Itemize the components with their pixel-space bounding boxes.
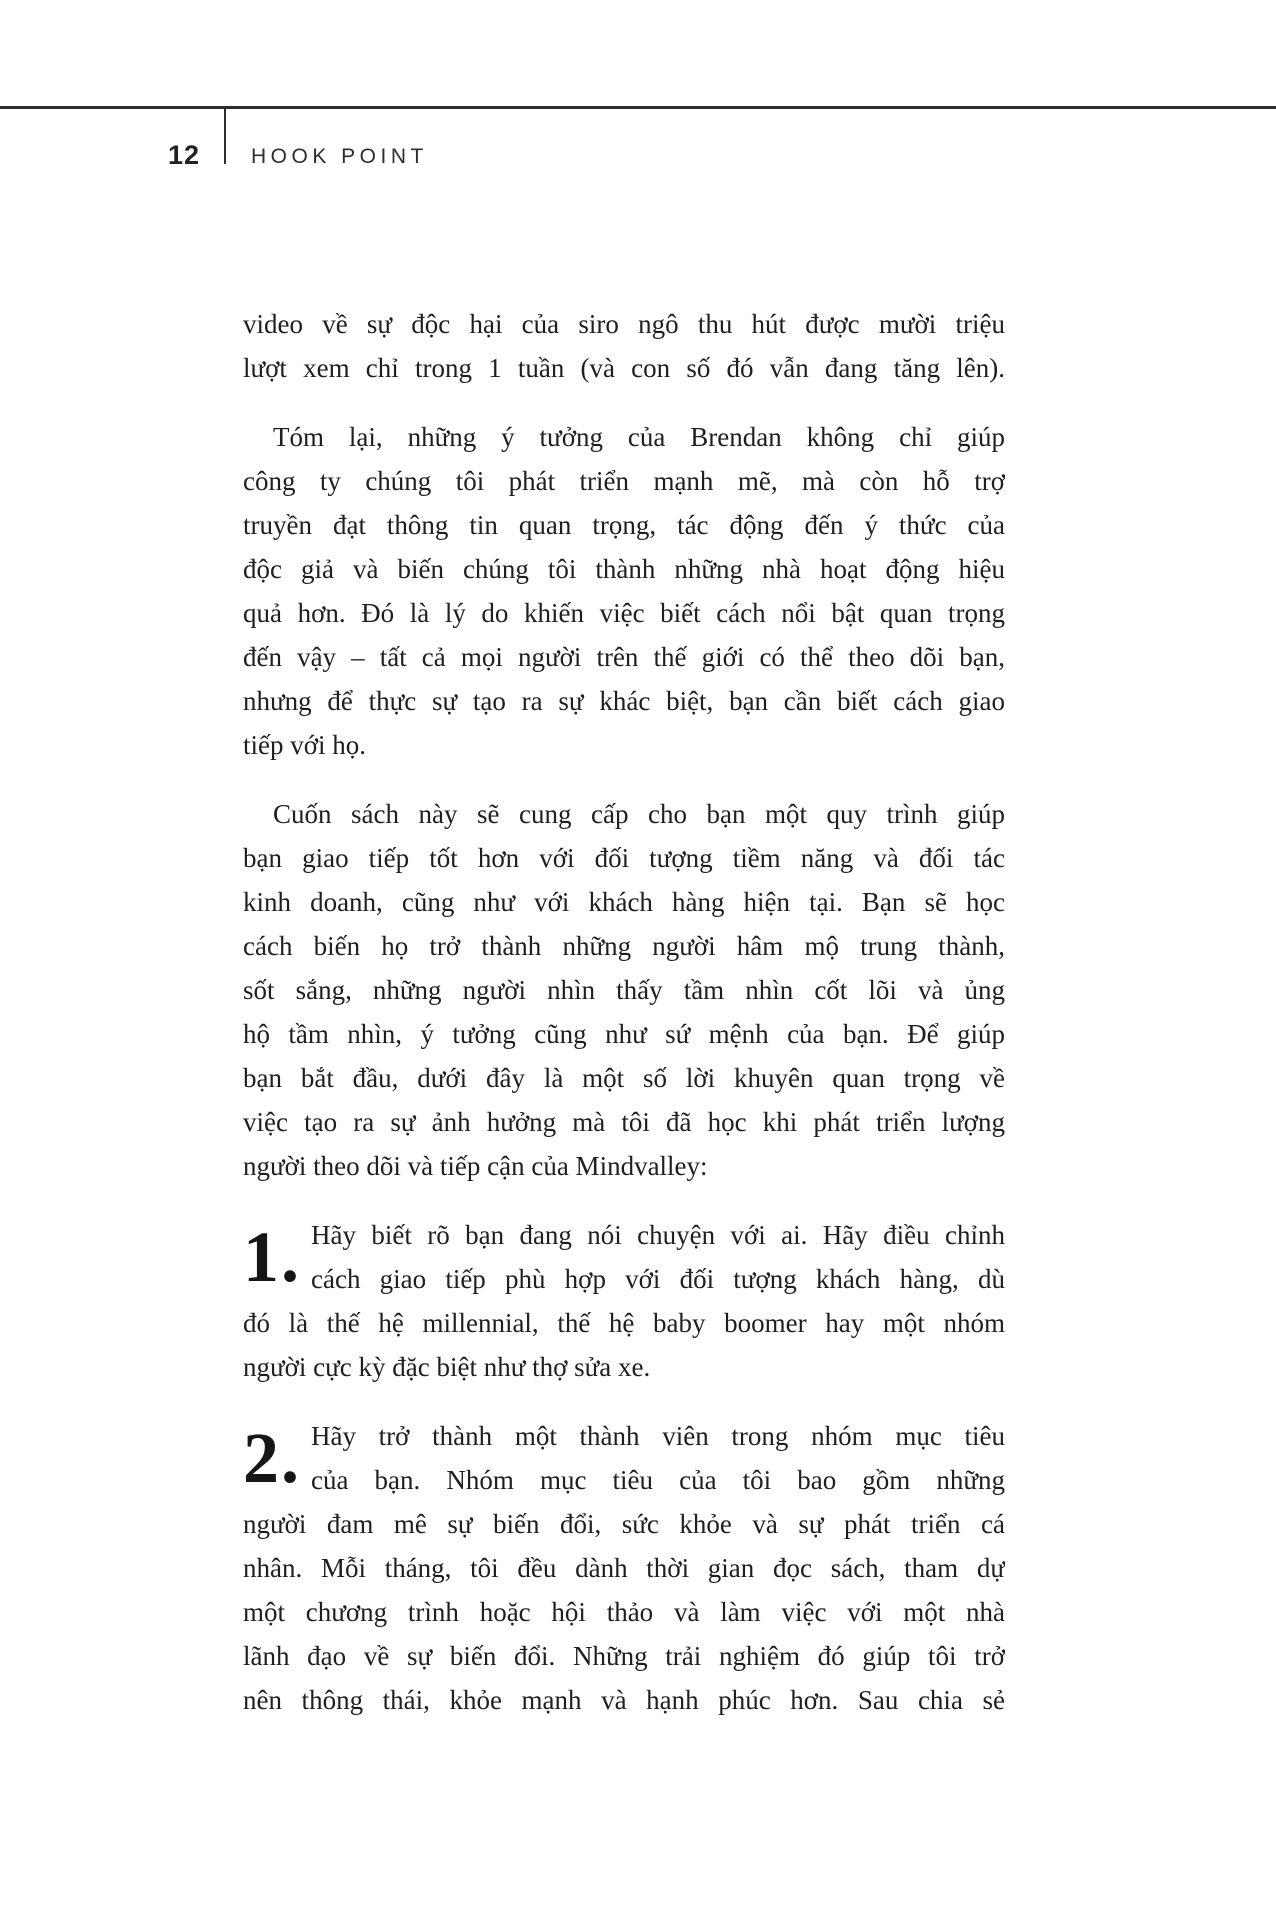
text-line: cách giao tiếp phù hợp với đối tượng khách hàng, dù xyxy=(311,1264,1005,1294)
text-line: cách biến họ trở thành những người hâm mộ trung thành, xyxy=(243,931,1005,961)
text-line: đến vậy – tất cả mọi người trên thế giới có thể theo dõi bạn, xyxy=(243,642,1005,672)
text-line: nhân. Mỗi tháng, tôi đều dành thời gian đọc sách, tham dự xyxy=(243,1553,1005,1583)
text-line: người theo dõi và tiếp cận của Mindvalley: xyxy=(243,1151,708,1181)
body-paragraph xyxy=(243,415,1005,767)
text-line: hộ tầm nhìn, ý tưởng cũng như sứ mệnh của bạn. Để giúp xyxy=(243,1019,1005,1049)
text-line: công ty chúng tôi phát triển mạnh mẽ, mà còn hỗ trợ xyxy=(243,466,1005,496)
text-line: độc giả và biến chúng tôi thành những nhà hoạt động hiệu xyxy=(243,554,1005,584)
text-line: tiếp với họ. xyxy=(243,730,367,760)
text-line: Hãy biết rõ bạn đang nói chuyện với ai. Hãy điều chỉnh xyxy=(311,1220,1005,1250)
header-rule xyxy=(0,106,1276,109)
text-line: Tóm lại, những ý tưởng của Brendan không chỉ giúp xyxy=(273,422,1005,452)
text-line: một chương trình hoặc hội thảo và làm việc với một nhà xyxy=(243,1597,1005,1627)
numbered-list-item xyxy=(243,1414,1005,1722)
text-line: Cuốn sách này sẽ cung cấp cho bạn một quy trình giúp xyxy=(273,799,1005,829)
header-divider xyxy=(224,107,226,164)
text-line: đó là thế hệ millennial, thế hệ baby boomer hay một nhóm xyxy=(243,1308,1005,1338)
list-item-number: 2. xyxy=(243,1418,301,1498)
text-line: sốt sắng, những người nhìn thấy tầm nhìn cốt lõi và ủng xyxy=(243,975,1005,1005)
text-line: lượt xem chỉ trong 1 tuần (và con số đó vẫn đang tăng lên). xyxy=(243,353,1005,383)
text-line: truyền đạt thông tin quan trọng, tác động đến ý thức của xyxy=(243,510,1005,540)
text-line: của bạn. Nhóm mục tiêu của tôi bao gồm những xyxy=(311,1465,1005,1495)
text-line: nên thông thái, khỏe mạnh và hạnh phúc hơn. Sau chia sẻ xyxy=(243,1685,1005,1715)
list-item-number: 1. xyxy=(243,1217,301,1297)
text-line: người đam mê sự biến đổi, sức khỏe và sự phát triển cá xyxy=(243,1509,1005,1539)
text-line: bạn giao tiếp tốt hơn với đối tượng tiềm năng và đối tác xyxy=(243,843,1005,873)
text-line: kinh doanh, cũng như với khách hàng hiện tại. Bạn sẽ học xyxy=(243,887,1005,917)
text-line: nhưng để thực sự tạo ra sự khác biệt, bạn cần biết cách giao xyxy=(243,686,1005,716)
text-line: lãnh đạo về sự biến đổi. Những trải nghiệm đó giúp tôi trở xyxy=(243,1641,1005,1671)
body-paragraph xyxy=(243,302,1005,390)
text-line: video về sự độc hại của siro ngô thu hút được mười triệu xyxy=(243,309,1005,339)
page-number: 12 xyxy=(168,140,201,170)
text-line: bạn bắt đầu, dưới đây là một số lời khuyên quan trọng về xyxy=(243,1063,1005,1093)
text-line: quả hơn. Đó là lý do khiến việc biết cách nổi bật quan trọng xyxy=(243,598,1005,628)
text-line: Hãy trở thành một thành viên trong nhóm mục tiêu xyxy=(311,1421,1005,1451)
text-line: người cực kỳ đặc biệt như thợ sửa xe. xyxy=(243,1352,651,1382)
text-line: việc tạo ra sự ảnh hưởng mà tôi đã học khi phát triển lượng xyxy=(243,1107,1005,1137)
running-head-book-title: HOOK POINT xyxy=(251,145,428,168)
text-column xyxy=(243,302,1005,1722)
numbered-list-item xyxy=(243,1213,1005,1389)
body-paragraph xyxy=(243,792,1005,1188)
